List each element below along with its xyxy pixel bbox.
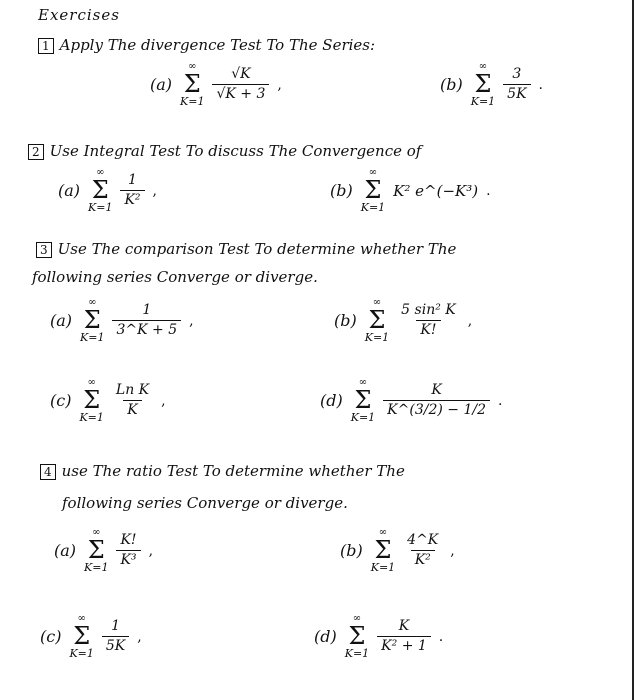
question-1-number: 1 [38, 38, 54, 54]
question-2-text: 2 Use Integral Test To discuss The Convergence of [28, 142, 421, 160]
q1-part-a: (a) ∞ Σ K=1 $\frac{√K}{√K + 3}$ , [150, 61, 282, 108]
question-3-text: 3 Use The comparison Test To determine whether The [36, 240, 456, 258]
question-2-number: 2 [28, 144, 44, 160]
sigma-icon: ∞ Σ K=1 [364, 297, 390, 344]
sigma-icon: ∞ Σ K=1 [360, 167, 386, 214]
fraction: $\frac{K}{\text{K² + 1}}$ [377, 619, 431, 655]
sigma-icon: ∞ Σ K=1 [370, 527, 396, 574]
question-1-text: 1 Apply The divergence Test To The Series: [38, 36, 375, 54]
q3-part-d: (d) ∞ Σ K=1 $\frac{K}{K\^{}(3/2) - 1/2}$ . [320, 377, 503, 424]
fraction: $\frac{\text{Ln K}}{K}$ [115, 381, 150, 418]
fraction: $\frac{4\^{}K}{\text{K²}}$ [407, 531, 439, 568]
fraction: $\frac{K}{K\^{}(3/2) - 1/2}$ [383, 383, 490, 419]
sigma-icon: ∞ Σ K=1 [470, 61, 496, 108]
question-3-text-cont: following series Converge or diverge. [32, 268, 318, 286]
fraction: $\frac{1}{5K}$ [102, 619, 129, 655]
question-4-text-cont: following series Converge or diverge. [62, 494, 348, 512]
sigma-icon: ∞ Σ K=1 [79, 377, 104, 424]
fraction: $\frac{\text{5 sin² K}}{K!}$ [401, 301, 456, 338]
q4-part-b: (b) ∞ Σ K=1 $\frac{4\^{}K}{\text{K²}}$ , [340, 527, 455, 574]
page-heading: Exercises [38, 6, 120, 24]
q2-part-a: (a) ∞ Σ K=1 $\frac{1}{\text{K²}}$ , [58, 167, 157, 214]
fraction: $\frac{1}{\text{K²}}$ [120, 173, 144, 209]
question-4-number: 4 [40, 464, 56, 480]
q3-part-b: (b) ∞ Σ K=1 $\frac{\text{5 sin² K}}{K!}$ , [334, 297, 473, 344]
sigma-icon: ∞ Σ K=1 [80, 297, 105, 344]
q1-part-b: (b) ∞ Σ K=1 $\frac{3}{5K}$ . [440, 61, 543, 108]
sigma-icon: ∞ Σ K=1 [350, 377, 376, 424]
fraction: $\frac{3}{5K}$ [503, 67, 530, 103]
sigma-icon: ∞ Σ K=1 [180, 61, 205, 108]
sigma-icon: ∞ Σ K=1 [84, 527, 109, 574]
q3-part-a: (a) ∞ Σ K=1 $\frac{1}{3\^{}K + 5}$ , [50, 297, 194, 344]
q4-part-c: (c) ∞ Σ K=1 $\frac{1}{5K}$ , [40, 613, 142, 660]
q4-part-a: (a) ∞ Σ K=1 $\frac{K!}{\text{K³}}$ , [54, 527, 154, 574]
q2-part-b: (b) ∞ Σ K=1 K² e^(−K³) . [330, 167, 491, 214]
q3-part-c: (c) ∞ Σ K=1 $\frac{\text{Ln K}}{K}$ , [50, 377, 166, 424]
fraction: $\frac{K!}{\text{K³}}$ [116, 533, 140, 569]
sigma-icon: ∞ Σ K=1 [344, 613, 370, 660]
question-3-number: 3 [36, 242, 52, 258]
q4-part-d: (d) ∞ Σ K=1 $\frac{K}{\text{K² + 1}}$ . [314, 613, 444, 660]
sigma-icon: ∞ Σ K=1 [88, 167, 113, 214]
expression: K² e^(−K³) [393, 181, 479, 200]
question-4-text: 4 use The ratio Test To determine whether The [40, 462, 405, 480]
fraction: $\frac{√K}{√K + 3}$ [212, 67, 269, 103]
fraction: $\frac{1}{3\^{}K + 5}$ [112, 303, 181, 339]
sigma-icon: ∞ Σ K=1 [69, 613, 94, 660]
